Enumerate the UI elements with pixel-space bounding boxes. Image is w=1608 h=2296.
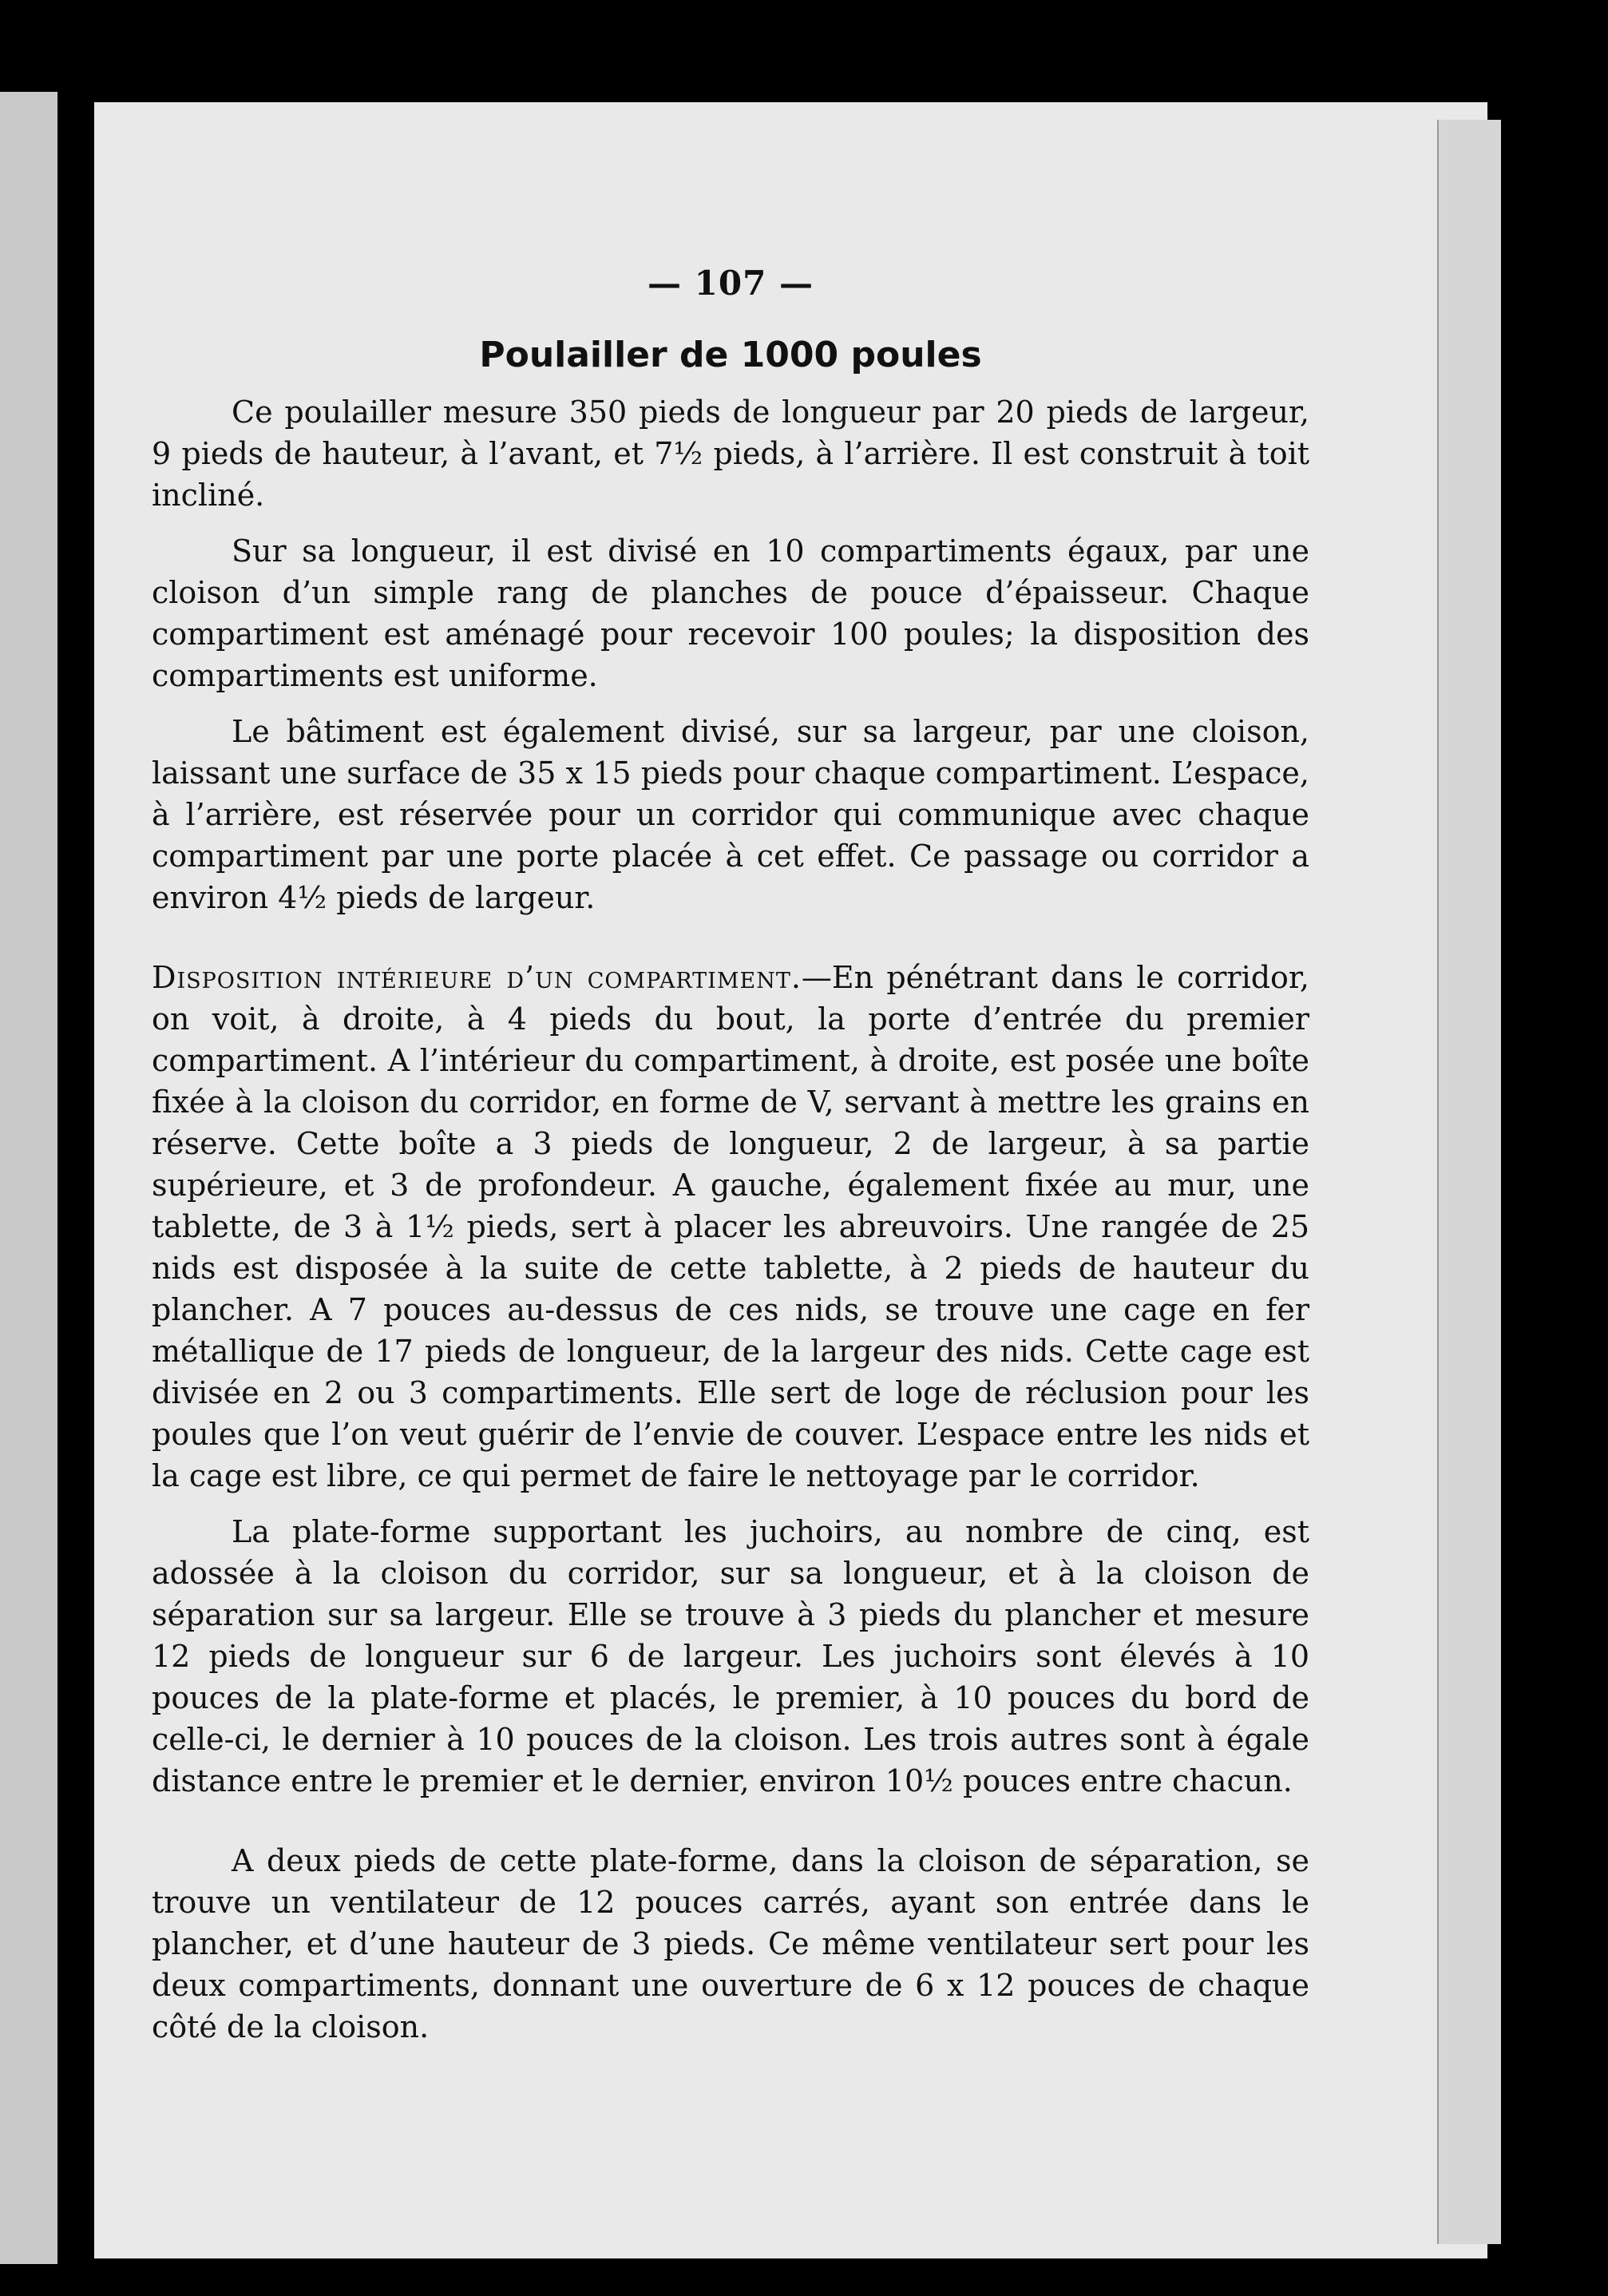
- paragraph-ventilator: A deux pieds de cette plate-forme, dans la cloison de séparation, se trouve un ventilateur de 12 pouces carrés, ayant son entrée dans le plancher, et d’une hauteur de 3 pieds. Ce même ventilateur sert pour les deux compartiments, donnant une ouverture de 6 x 12 pouces de chaque côté de la cloison.: [152, 1843, 1309, 2044]
- section-interior: [152, 957, 1309, 1497]
- page-title: Poulailler de 1000 poules: [479, 335, 982, 375]
- paragraph-corridor: Le bâtiment est également divisé, sur sa largeur, par une cloison, laissant une surface de 35 x 15 pieds pour chaque compartiment. L’espace, à l’arrière, est réservée pour un corridor qui communique avec chaque compartiment par une porte placée à cet effet. Ce passage ou corridor a environ 4½ pieds de largeur.: [152, 714, 1309, 915]
- page-content: [152, 264, 1309, 2062]
- paragraph-compartments: Sur sa longueur, il est divisé en 10 compartiments égaux, par une cloison d’un simple rang de planches de pouce d’épaisseur. Chaque compartiment est aménagé pour recevoir 100 poules; la disposition des compartiments est uniforme.: [152, 533, 1309, 693]
- paragraph-dimensions: Ce poulailler mesure 350 pieds de longueur par 20 pieds de largeur, 9 pieds de hauteur, à l’avant, et 7½ pieds, à l’arrière. Il est construit à toit incliné.: [152, 395, 1309, 513]
- section-text: —En pénétrant dans le corridor, on voit, à droite, à 4 pieds du bout, la porte d’entrée du premier compartiment. A l’intérieur du compartiment, à droite, est posée une boîte fixée à la cloison du corridor, en forme de V, servant à mettre les grains en réserve. Cette boîte a 3 pieds de longueur, 2 de largeur, à sa partie supérieure, et 3 de profondeur. A gauche, également fixée au mur, une tablette, de 3 à 1½ pieds, sert à placer les abreuvoirs. Une rangée de 25 nids est disposée à la suite de cette tablette, à 2 pieds de hauteur du plancher. A 7 pouces au-dessus de ces nids, se trouve une cage en fer métallique de 17 pieds de longueur, de la largeur des nids. Cette cage est divisée en 2 ou 3 compartiments. Elle sert de loge de réclusion pour les poules que l’on veut guérir de l’envie de couver. L’espace entre les nids et la cage est libre, ce qui permet de faire le nettoyage par le corridor.: [152, 960, 1309, 1493]
- page-number: — 107 —: [648, 264, 814, 303]
- right-page-edge: [1437, 120, 1501, 2244]
- section-heading: Disposition intérieure d’un compartiment.: [152, 960, 802, 995]
- paragraph-platform: La plate-forme supportant les juchoirs, au nombre de cinq, est adossée à la cloison du corridor, sur sa longueur, et à la cloison de séparation sur sa largeur. Elle se trouve à 3 pieds du plancher et mesure 12 pieds de longueur sur 6 de largeur. Les juchoirs sont élevés à 10 pouces de la plate-forme et placés, le premier, à 10 pouces du bord de celle-ci, le dernier à 10 pouces de la cloison. Les trois autres sont à égale distance entre le premier et le dernier, environ 10½ pouces entre chacun.: [152, 1514, 1309, 1798]
- left-page-edge: [0, 92, 57, 2264]
